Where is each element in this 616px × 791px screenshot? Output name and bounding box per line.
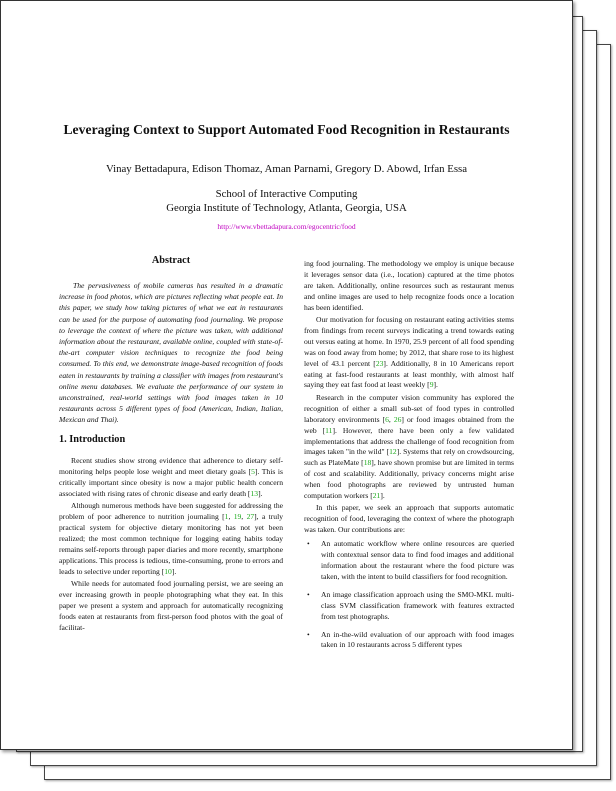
abstract-text: The pervasiveness of mobile cameras has resulted in a dramatic increase in food photos, which are pictures reflecting what people eat. In this paper, we study how taking pictures of what we eat in restaurants can be used for the purpose of automating food journaling. We propose to leverage the context of where the picture was taken, with additional information about the restaurant, available online, coupled with state-of-the-art computer vision techniques to recognize the food being consumed. To this end, we demonstrate image-based recognition of foods eaten in restaurants by training a classifier with images from restaurant's online menu databases. We evaluate the performance of our system in unconstrained, real-world settings with food images taken in 10 restaurants across 5 different types of food (American, Indian, Italian, Mexican and Thai). bbox=[59, 281, 283, 425]
list-item: • An automatic workflow where online resources are queried with contextual sensor data to find food images and additional information about the restaurant where the food picture was taken, with the intent to build classifiers for food recognition. bbox=[307, 539, 514, 581]
citation-link[interactable]: 6 bbox=[385, 414, 389, 424]
citation-link[interactable]: 1 bbox=[224, 512, 229, 522]
citation-link[interactable]: 26 bbox=[393, 414, 402, 424]
citation-link[interactable]: 9 bbox=[429, 380, 434, 390]
citation-link[interactable]: 13 bbox=[250, 488, 259, 498]
citation-link[interactable]: 23 bbox=[375, 358, 384, 368]
citation-link[interactable]: 12 bbox=[389, 447, 397, 457]
bullet-icon: • bbox=[307, 589, 310, 599]
citation-link[interactable]: 11 bbox=[325, 425, 333, 435]
right-paragraph-4: In this paper, we seek an approach that supports automatic recognition of food, leveraging the context of where the photograph was taken. Our contributions are: bbox=[304, 503, 514, 535]
affiliation-line-1: School of Interactive Computing bbox=[215, 188, 358, 200]
right-column-body bbox=[304, 259, 514, 658]
intro-paragraph-2: Although numerous methods have been suggested for addressing the problem of poor adherence to nutrition journaling [1, 19, 27], a truly practical system for objective dietary monitoring has not yet been realized; the most common technique for logging eating habits today remains self-reports through paper diaries and more recently, smartphone applications. This process is tedious, time-consuming, prone to errors and leads to selective under reporting [10]. bbox=[59, 501, 284, 576]
introduction-heading: 1. Introduction bbox=[59, 434, 126, 445]
intro-paragraph-1: Recent studies show strong evidence that adherence to dietary self-monitoring helps people lose weight and meet dietary goals [5]. This is critically important since obesity is now a major public health concern associated with rising rates of chronic disease and early death [13]. bbox=[59, 456, 283, 498]
abstract-heading: Abstract bbox=[151, 255, 191, 266]
citation-link[interactable]: 18 bbox=[363, 458, 372, 468]
paper-authors: Vinay Bettadapura, Edison Thomaz, Aman Parnami, Gregory D. Abowd, Irfan Essa bbox=[105, 163, 468, 175]
bullet-icon: • bbox=[307, 629, 310, 639]
right-paragraph-1: ing food journaling. The methodology we employ is unique because it leverages sensor data (i.e., location) captured at the time photos are taken. Additionally, online resources such as restaurant menus and online images are used to help recognize foods once a location has been identified. bbox=[304, 259, 514, 312]
paper-title: Leveraging Context to Support Automated Food Recognition in Restaurants bbox=[63, 122, 510, 137]
right-paragraph-3: Research in the computer vision community has explored the recognition of either a small sub-set of food types in controlled laboratory environments [6, 26] or food images obtained from the web [11]. However, there have been only a few validated implementations that address the challenge of food recognition from images taken "in the wild" [12]. Systems that rely on crowdsourcing, such as PlateMate [18], have shown promise but are limited in terms of cost and scalability. Additionally, privacy concerns might arise when food photographs are reviewed by untrusted human computation workers [21]. bbox=[304, 392, 514, 501]
intro-paragraph-3: While needs for automated food journaling persist, we are seeing an ever increasing growth in people photographing what they eat. In this paper we present a system and approach for automatically recognizing foods eaten at restaurants from first-person food photos with the goal of facilitat- bbox=[59, 578, 283, 632]
contributions-list bbox=[304, 539, 514, 651]
list-item: • An in-the-wild evaluation of our approach with food images taken in 10 restaurants across 5 different types bbox=[307, 629, 514, 650]
citation-link[interactable]: 21 bbox=[372, 491, 381, 501]
citation-link[interactable]: 27 bbox=[246, 512, 255, 522]
citation-link[interactable]: 5 bbox=[251, 466, 255, 476]
paper-affiliation bbox=[1, 187, 572, 215]
right-paragraph-2: Our motivation for focusing on restaurant eating activities stems from findings from recent surveys indicating a trend towards eating out versus eating at home. In 1970, 25.9 percent of all food spending was on food away from home; by 2012, that share rose to its highest level of 43.1 percent [23]. Additionally, 8 in 10 Americans report eating at fast-food restaurants at least monthly, with almost half saying they eat fast food at least weekly [9]. bbox=[304, 315, 514, 390]
citation-link[interactable]: 19 bbox=[233, 512, 242, 522]
introduction-body bbox=[59, 456, 283, 635]
project-url-link[interactable]: http://www.vbettadapura.com/egocentric/food bbox=[217, 222, 356, 231]
bullet-icon: • bbox=[307, 539, 310, 549]
citation-link[interactable]: 10 bbox=[164, 566, 172, 576]
affiliation-line-2: Georgia Institute of Technology, Atlanta, Georgia, USA bbox=[166, 202, 407, 214]
list-item: • An image classification approach using the SMO-MKL multi-class SVM classification framework with features extracted from test photographs. bbox=[307, 589, 514, 621]
